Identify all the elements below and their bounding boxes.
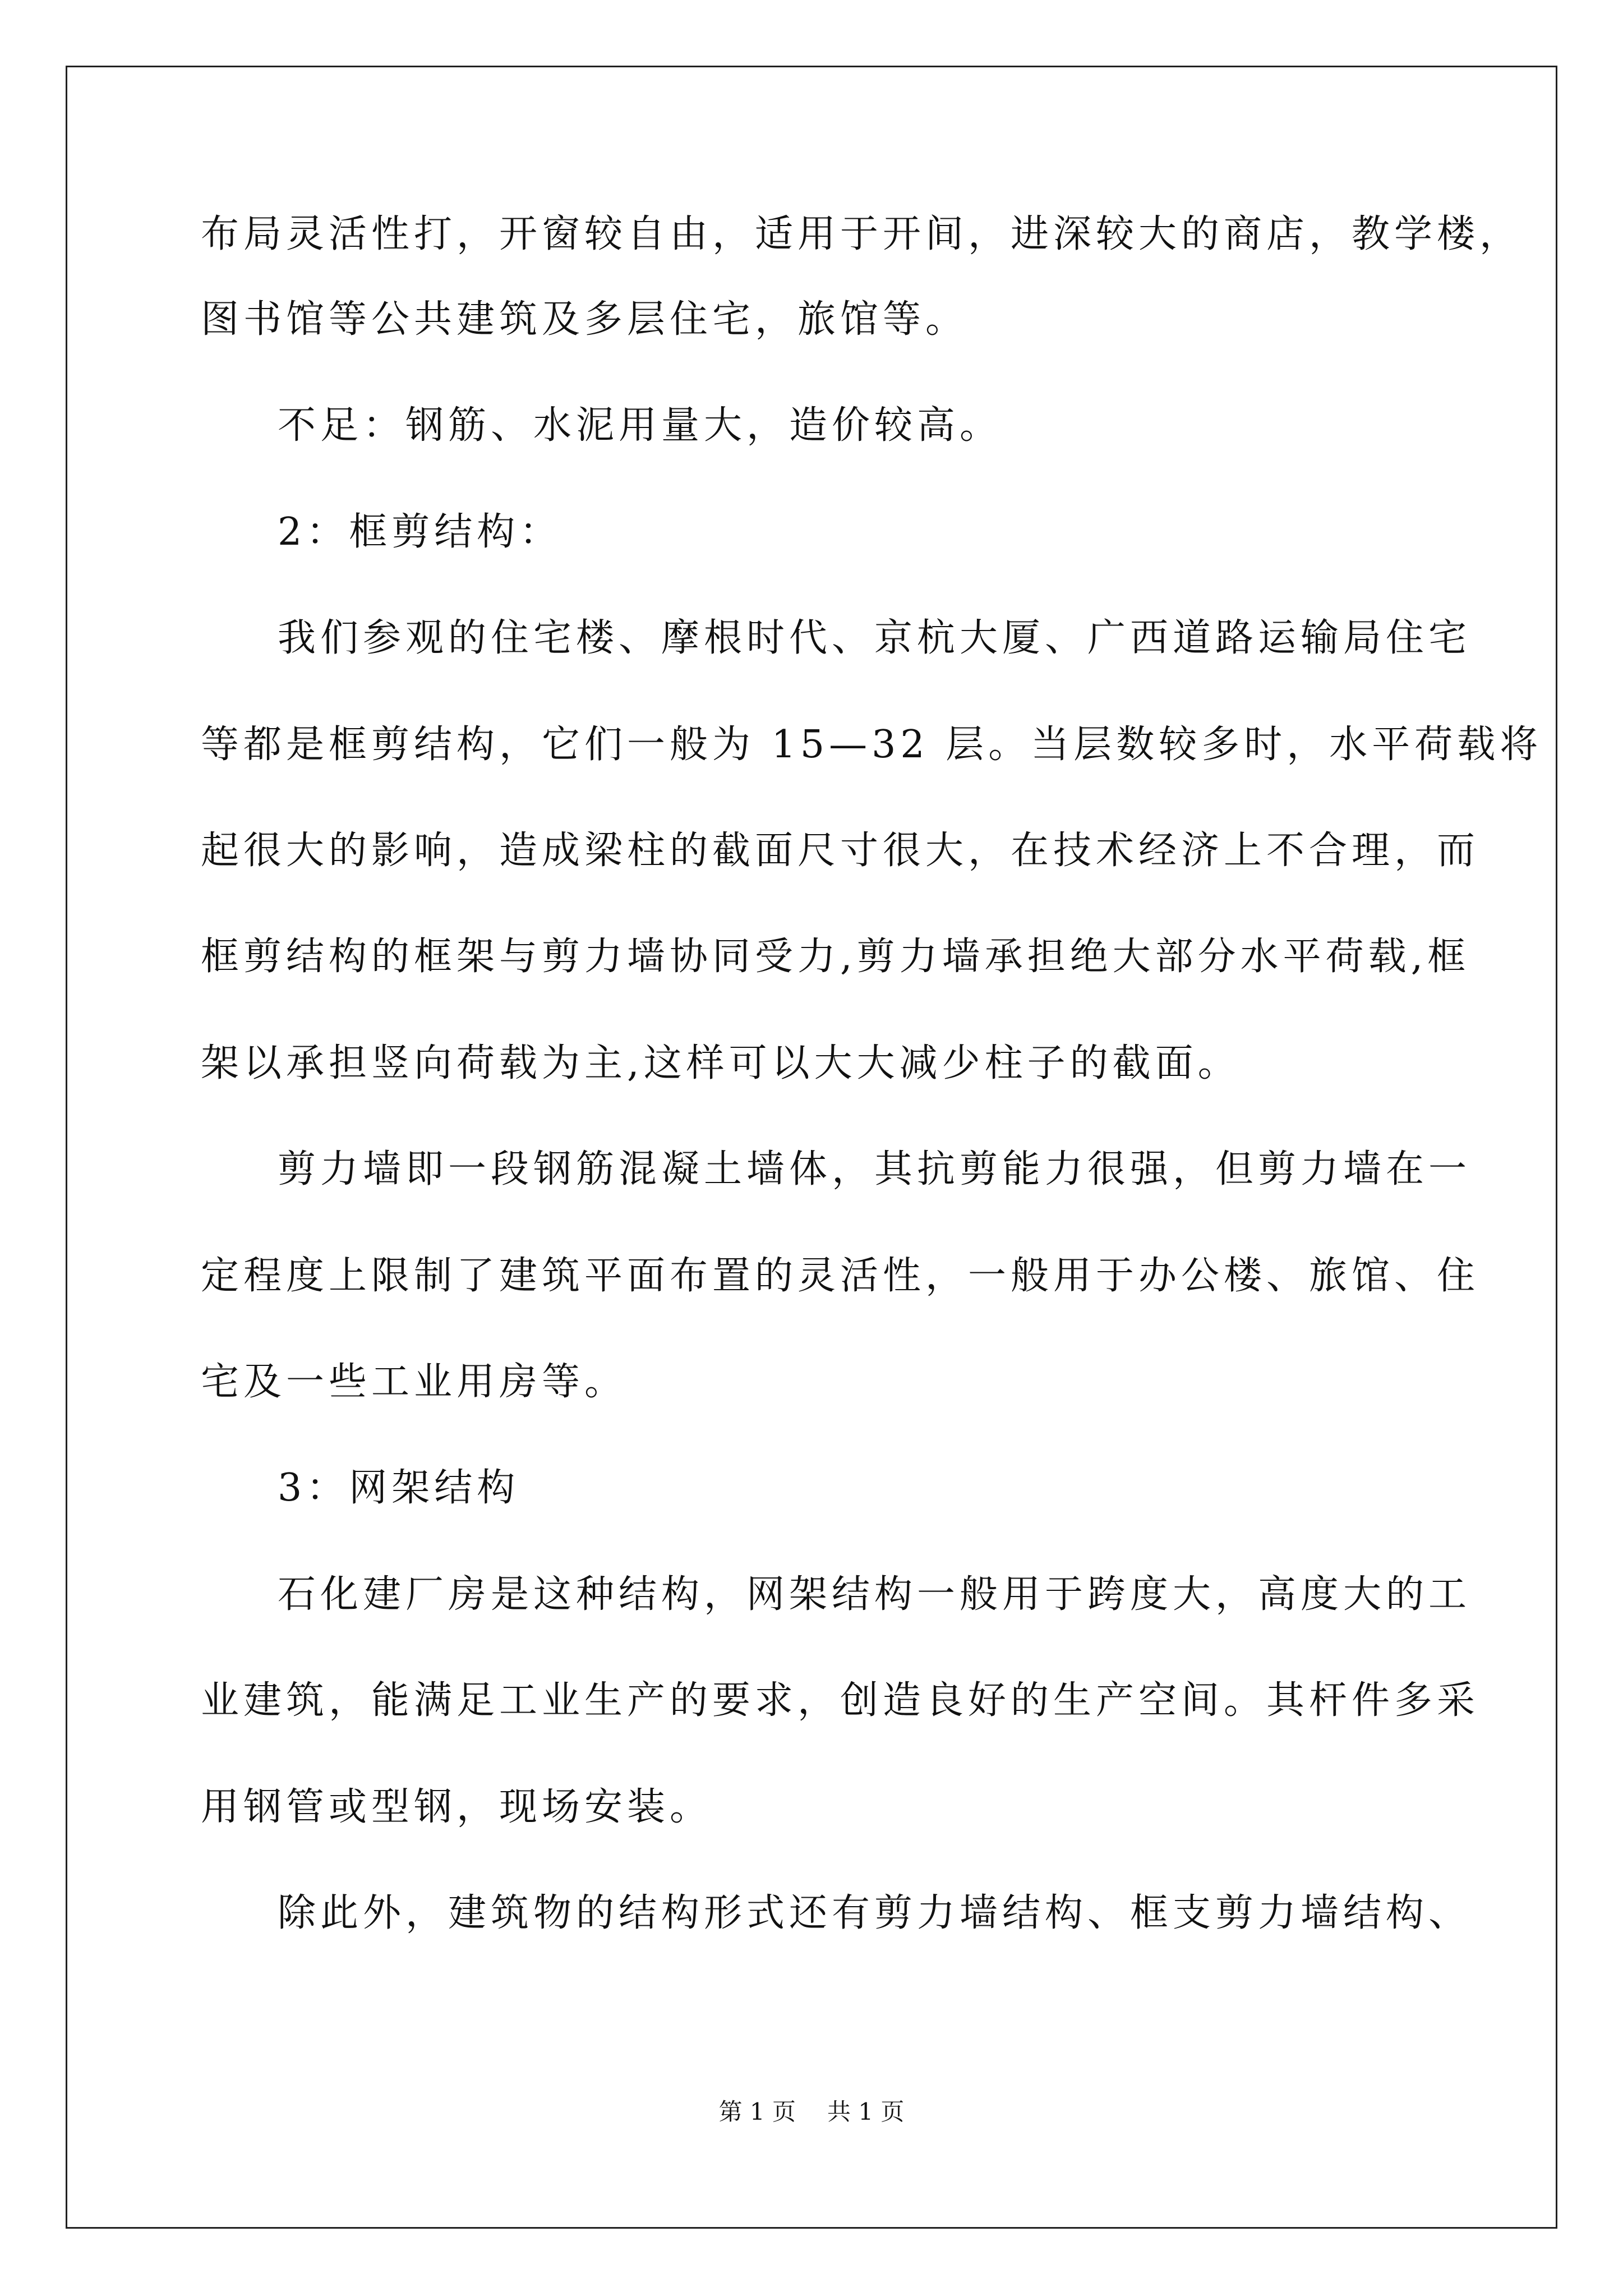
text-line: 石化建厂房是这种结构，网架结构一般用于跨度大，高度大的工 xyxy=(278,1572,1472,1617)
text-line: 定程度上限制了建筑平面布置的灵活性，一般用于办公楼、旅馆、住 xyxy=(201,1254,1480,1298)
text-line: 剪力墙即一段钢筋混凝土墙体，其抗剪能力很强，但剪力墙在一 xyxy=(278,1147,1472,1191)
text-line: 3：网架结构 xyxy=(278,1466,520,1510)
text-line: 业建筑，能满足工业生产的要求，创造良好的生产空间。其杆件多采 xyxy=(201,1678,1480,1723)
text-line: 等都是框剪结构，它们一般为 15—32 层。当层数较多时，水平荷载将 xyxy=(201,723,1543,767)
text-line: 用钢管或型钢，现场安装。 xyxy=(201,1785,713,1829)
page-number: 第 1 页 xyxy=(718,2098,796,2125)
text-line: 除此外，建筑物的结构形式还有剪力墙结构、框支剪力墙结构、 xyxy=(278,1891,1472,1935)
text-line: 我们参观的住宅楼、摩根时代、京杭大厦、广西道路运输局住宅 xyxy=(278,616,1472,660)
text-line: 2：框剪结构： xyxy=(278,510,562,554)
text-line: 不足：钢筋、水泥用量大，造价较高。 xyxy=(278,403,1003,448)
text-line: 框剪结构的框架与剪力墙协同受力,剪力墙承担绝大部分水平荷载,框 xyxy=(201,935,1470,979)
text-line: 起很大的影响，造成梁柱的截面尺寸很大，在技术经济上不合理，而 xyxy=(201,829,1480,873)
text-line: 宅及一些工业用房等。 xyxy=(201,1360,628,1404)
text-line: 布局灵活性打，开窗较自由，适用于开间，进深较大的商店，教学楼， xyxy=(201,212,1523,256)
text-line: 架以承担竖向荷载为主,这样可以大大减少柱子的截面。 xyxy=(201,1041,1241,1085)
text-line: 图书馆等公共建筑及多层住宅，旅馆等。 xyxy=(201,297,969,342)
page-footer xyxy=(0,2096,1623,2128)
page-total: 共 1 页 xyxy=(827,2098,905,2125)
